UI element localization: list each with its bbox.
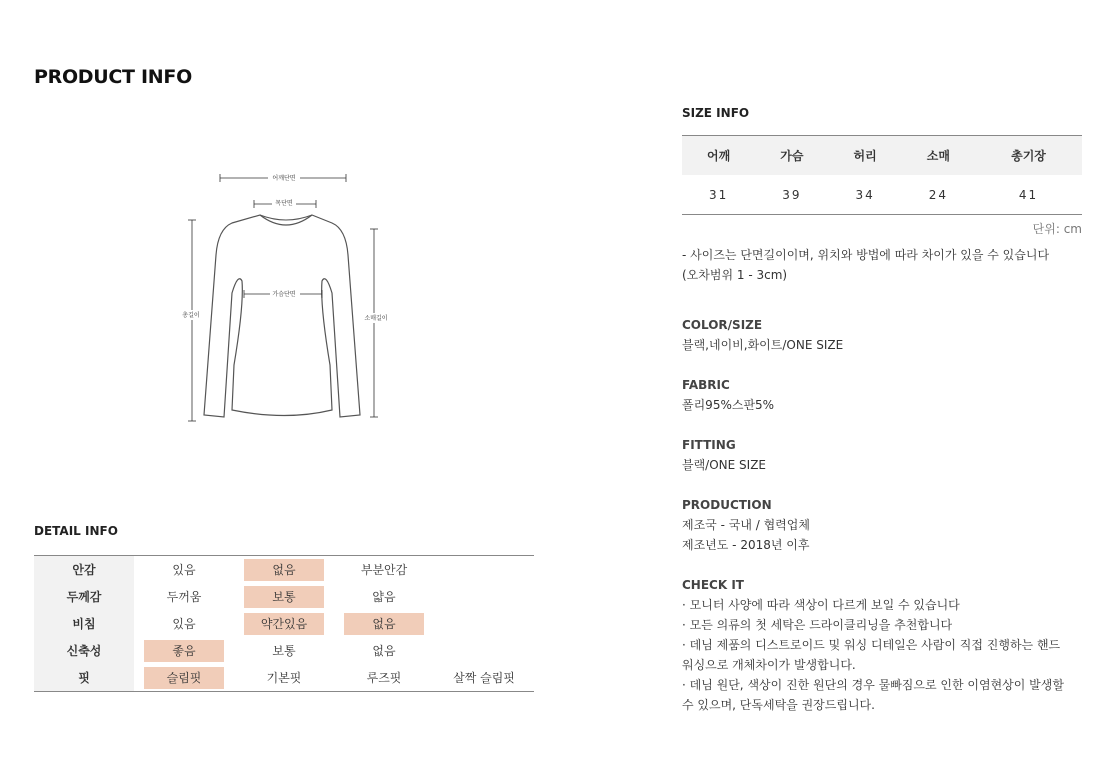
sleeve-label: 소매길이 [364, 315, 388, 322]
color-size-section [682, 315, 1092, 355]
detail-option-cell [234, 556, 334, 584]
detail-info-title: DETAIL INFO [34, 524, 118, 538]
detail-row-label: 신축성 [34, 637, 134, 664]
detail-row [34, 583, 534, 610]
size-header-cell: 소매 [902, 136, 975, 176]
check-it-title: CHECK IT [682, 578, 744, 592]
detail-option-cell [234, 583, 334, 610]
detail-option-cell [334, 583, 434, 610]
detail-option-cell [134, 610, 234, 637]
detail-option-selected: 좋음 [144, 640, 224, 662]
length-label: 총길이 [182, 312, 200, 319]
detail-option-selected: 보통 [244, 586, 324, 608]
shoulder-label: 어깨단면 [272, 175, 296, 182]
detail-option-selected: 없음 [344, 613, 424, 635]
detail-row-label: 핏 [34, 664, 134, 692]
check-it-line: · 모든 의류의 첫 세탁은 드라이클리닝을 추천합니다 [682, 618, 953, 632]
page-title: PRODUCT INFO [34, 66, 192, 88]
detail-option: 있음 [172, 616, 196, 631]
size-diagram [180, 165, 395, 430]
detail-option-selected: 슬림핏 [144, 667, 224, 689]
size-value-row [682, 175, 1082, 215]
size-value-cell: 34 [855, 187, 875, 202]
detail-option-cell [434, 556, 534, 584]
detail-row [34, 556, 534, 584]
detail-option-cell [334, 610, 434, 637]
size-value-cell: 31 [708, 187, 729, 202]
detail-option: 두꺼움 [166, 589, 202, 604]
detail-row-label: 안감 [34, 556, 134, 584]
color-size-title: COLOR/SIZE [682, 318, 763, 332]
detail-option-cell [134, 583, 234, 610]
size-value-cell: 24 [928, 187, 949, 202]
unit-label: 단위: cm [1032, 222, 1082, 236]
size-note [682, 245, 1082, 285]
size-info-title: SIZE INFO [682, 106, 750, 120]
detail-option: 루즈핏 [366, 670, 402, 685]
check-it-line: · 모니터 사양에 따라 색상이 다르게 보일 수 있습니다 [682, 598, 960, 612]
detail-option-cell [434, 583, 534, 610]
neckline [260, 215, 312, 220]
detail-info-table [34, 555, 534, 692]
size-info-table [682, 135, 1082, 215]
production-section [682, 495, 1092, 555]
shirt-diagram-svg [180, 165, 395, 430]
detail-option: 없음 [372, 643, 396, 658]
fitting-value: 블랙/ONE SIZE [682, 458, 767, 472]
detail-option: 보통 [272, 643, 296, 658]
size-header-cell: 허리 [829, 136, 902, 176]
size-value-cell: 39 [782, 187, 802, 202]
detail-option-cell [134, 637, 234, 664]
chest-label: 가슴단면 [272, 291, 296, 298]
detail-option-cell [234, 610, 334, 637]
check-it-line: 워싱으로 개체차이가 발생합니다. [682, 658, 856, 672]
check-it-section [682, 575, 1092, 715]
fabric-value: 폴리95%스판5% [682, 398, 775, 412]
detail-row-label: 두께감 [34, 583, 134, 610]
size-header-cell: 총기장 [975, 136, 1082, 176]
detail-option-cell [234, 664, 334, 692]
production-title: PRODUCTION [682, 498, 772, 512]
detail-option-cell [434, 664, 534, 692]
production-line: 제조국 - 국내 / 협력업체 [682, 518, 810, 532]
color-size-value: 블랙,네이비,화이트/ONE SIZE [682, 338, 844, 352]
size-value-cell: 41 [1018, 187, 1039, 202]
detail-option-cell [134, 664, 234, 692]
size-note-line: (오차범위 1 - 3cm) [682, 268, 788, 282]
fitting-section [682, 435, 1092, 475]
size-note-line: - 사이즈는 단면길이이며, 위치와 방법에 따라 차이가 있을 수 있습니다 [682, 248, 1050, 262]
detail-option-cell [334, 556, 434, 584]
check-it-line: · 데님 원단, 색상이 진한 원단의 경우 물빠짐으로 인한 이염현상이 발생할 [682, 678, 1064, 692]
neck-label: 목단면 [275, 200, 293, 207]
detail-option-cell [434, 637, 534, 664]
detail-option-cell [334, 664, 434, 692]
detail-option: 부분안감 [360, 562, 408, 577]
fabric-title: FABRIC [682, 378, 730, 392]
detail-row [34, 610, 534, 637]
check-it-line: · 데님 제품의 디스트로이드 및 워싱 디테일은 사람이 직접 진행하는 핸드 [682, 638, 1061, 652]
detail-row-label: 비침 [34, 610, 134, 637]
detail-option-cell [434, 610, 534, 637]
fabric-section [682, 375, 1092, 415]
shirt-outline [204, 215, 360, 417]
detail-option-selected: 약간있음 [244, 613, 324, 635]
production-line: 제조년도 - 2018년 이후 [682, 538, 810, 552]
detail-option: 얇음 [372, 589, 396, 604]
size-header-cell: 어깨 [682, 136, 755, 176]
fitting-title: FITTING [682, 438, 736, 452]
detail-option: 있음 [172, 562, 196, 577]
detail-option-cell [134, 556, 234, 584]
detail-option: 기본핏 [266, 670, 302, 685]
detail-option-cell [234, 637, 334, 664]
detail-option-cell [334, 637, 434, 664]
size-header-row [682, 136, 1082, 176]
detail-row [34, 637, 534, 664]
detail-option: 살짝 슬림핏 [453, 670, 515, 685]
detail-row [34, 664, 534, 692]
size-header-cell: 가슴 [755, 136, 828, 176]
detail-option-selected: 없음 [244, 559, 324, 581]
check-it-line: 수 있으며, 단독세탁을 권장드립니다. [682, 698, 875, 712]
